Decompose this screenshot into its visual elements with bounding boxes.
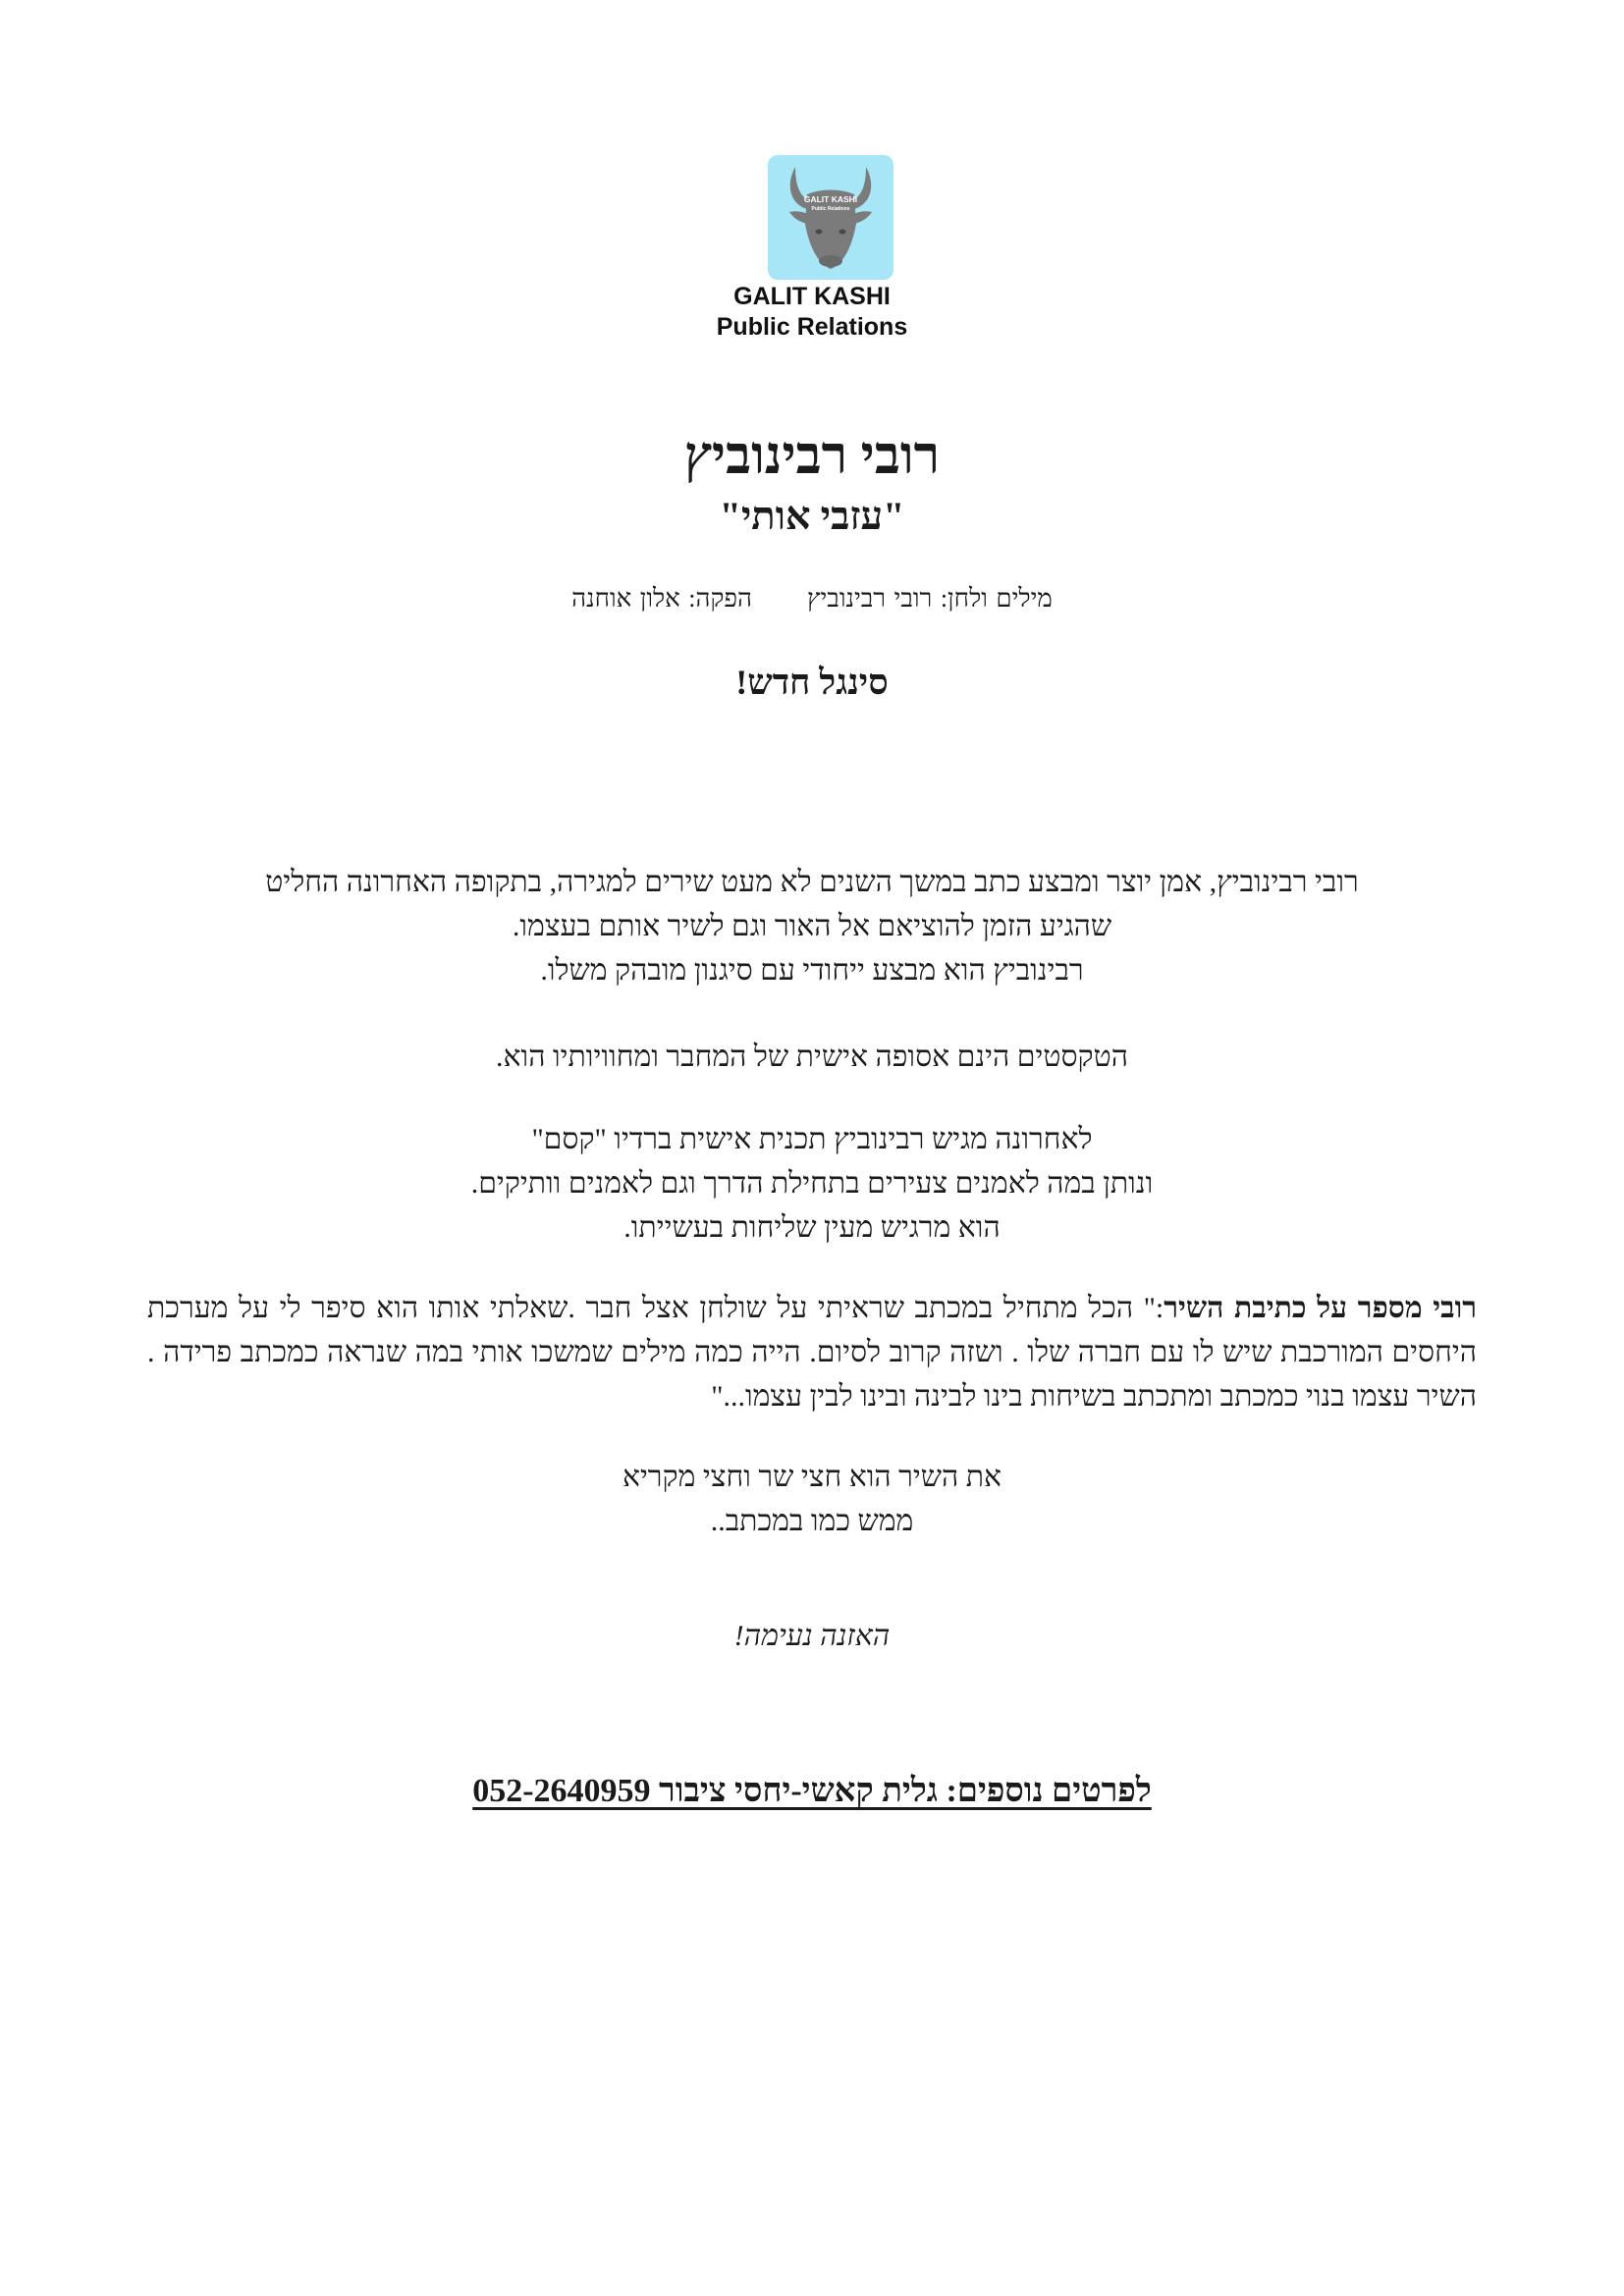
song-story-label: רובי מספר על כתיבת השיר xyxy=(1164,1292,1477,1324)
new-single-announcement: סינגל חדש! xyxy=(735,663,889,702)
song-story-text: :" הכל מתחיל במכתב שראיתי על שולחן אצל חבר .שאלתי אותו הוא סיפר לי על מערכת היחסים המורכבת שיש לו עם חברה שלו . ושזה קרוב לסיום. הייה כמה מילים שמשכו אותי במה שנראה כמכתב פרידה . השיר עצמו בנוי כמכתב ומתכתב בשיחות בינו לבינה ובינו לבין עצמו..." xyxy=(147,1292,1477,1413)
logo-inner-subtitle: Public Relations xyxy=(811,206,850,212)
intro-paragraph xyxy=(157,860,1467,992)
song-title: "עזבי אותי" xyxy=(719,494,905,538)
enjoy-listening xyxy=(157,1614,1467,1658)
intro-line: רבינוביץ הוא מבצע ייחודי עם סיגנון מובהק משלו. xyxy=(540,954,1084,987)
texts-paragraph xyxy=(157,1035,1467,1079)
song-story-paragraph xyxy=(147,1286,1477,1418)
song-description-paragraph xyxy=(157,1455,1467,1543)
logo-inner-title: GALIT KASHI xyxy=(803,194,858,204)
contact-details: לפרטים נוספים: גלית קאשי-יחסי ציבור 052-2640959 xyxy=(472,1773,1152,1809)
radio-line: לאחרונה מגיש רבינוביץ תכנית אישית ברדיו "קסם" xyxy=(531,1123,1093,1155)
song-description-line: ממש כמו במכתב.. xyxy=(710,1505,914,1537)
intro-line: שהגיע הזמן להוציאם אל האור וגם לשיר אותם בעצמו. xyxy=(512,910,1112,942)
credit-words-music: מילים ולחן: רובי רבינוביץ xyxy=(806,584,1053,613)
radio-paragraph xyxy=(157,1117,1467,1250)
texts-line: הטקסטים הינם אסופה אישית של המחבר ומחוויותיו הוא. xyxy=(496,1041,1128,1073)
radio-line: ונותן במה לאמנים צעירים בתחילת הדרך וגם לאמנים וותיקים. xyxy=(470,1167,1154,1200)
logo-company-subtitle: Public Relations xyxy=(716,313,908,341)
company-logo xyxy=(768,155,893,280)
intro-line: רובי רבינוביץ, אמן יוצר ומבצע כתב במשך השנים לא מעט שירים למגירה, בתקופה האחרונה החליט xyxy=(265,866,1359,898)
bull-head-icon xyxy=(768,155,893,280)
radio-line: הוא מרגיש מעין שליחות בעשייתו. xyxy=(623,1211,1001,1244)
song-description-line: את השיר הוא חצי שר וחצי מקריא xyxy=(622,1461,1002,1493)
credits-line xyxy=(0,582,1624,615)
enjoy-listening-text: האזנה נעימה! xyxy=(733,1620,891,1652)
logo-company-name: GALIT KASHI xyxy=(733,283,891,310)
credit-production: הפקה: אלון אוחנה xyxy=(571,584,752,613)
artist-title: רובי רבינוביץ xyxy=(683,426,941,485)
